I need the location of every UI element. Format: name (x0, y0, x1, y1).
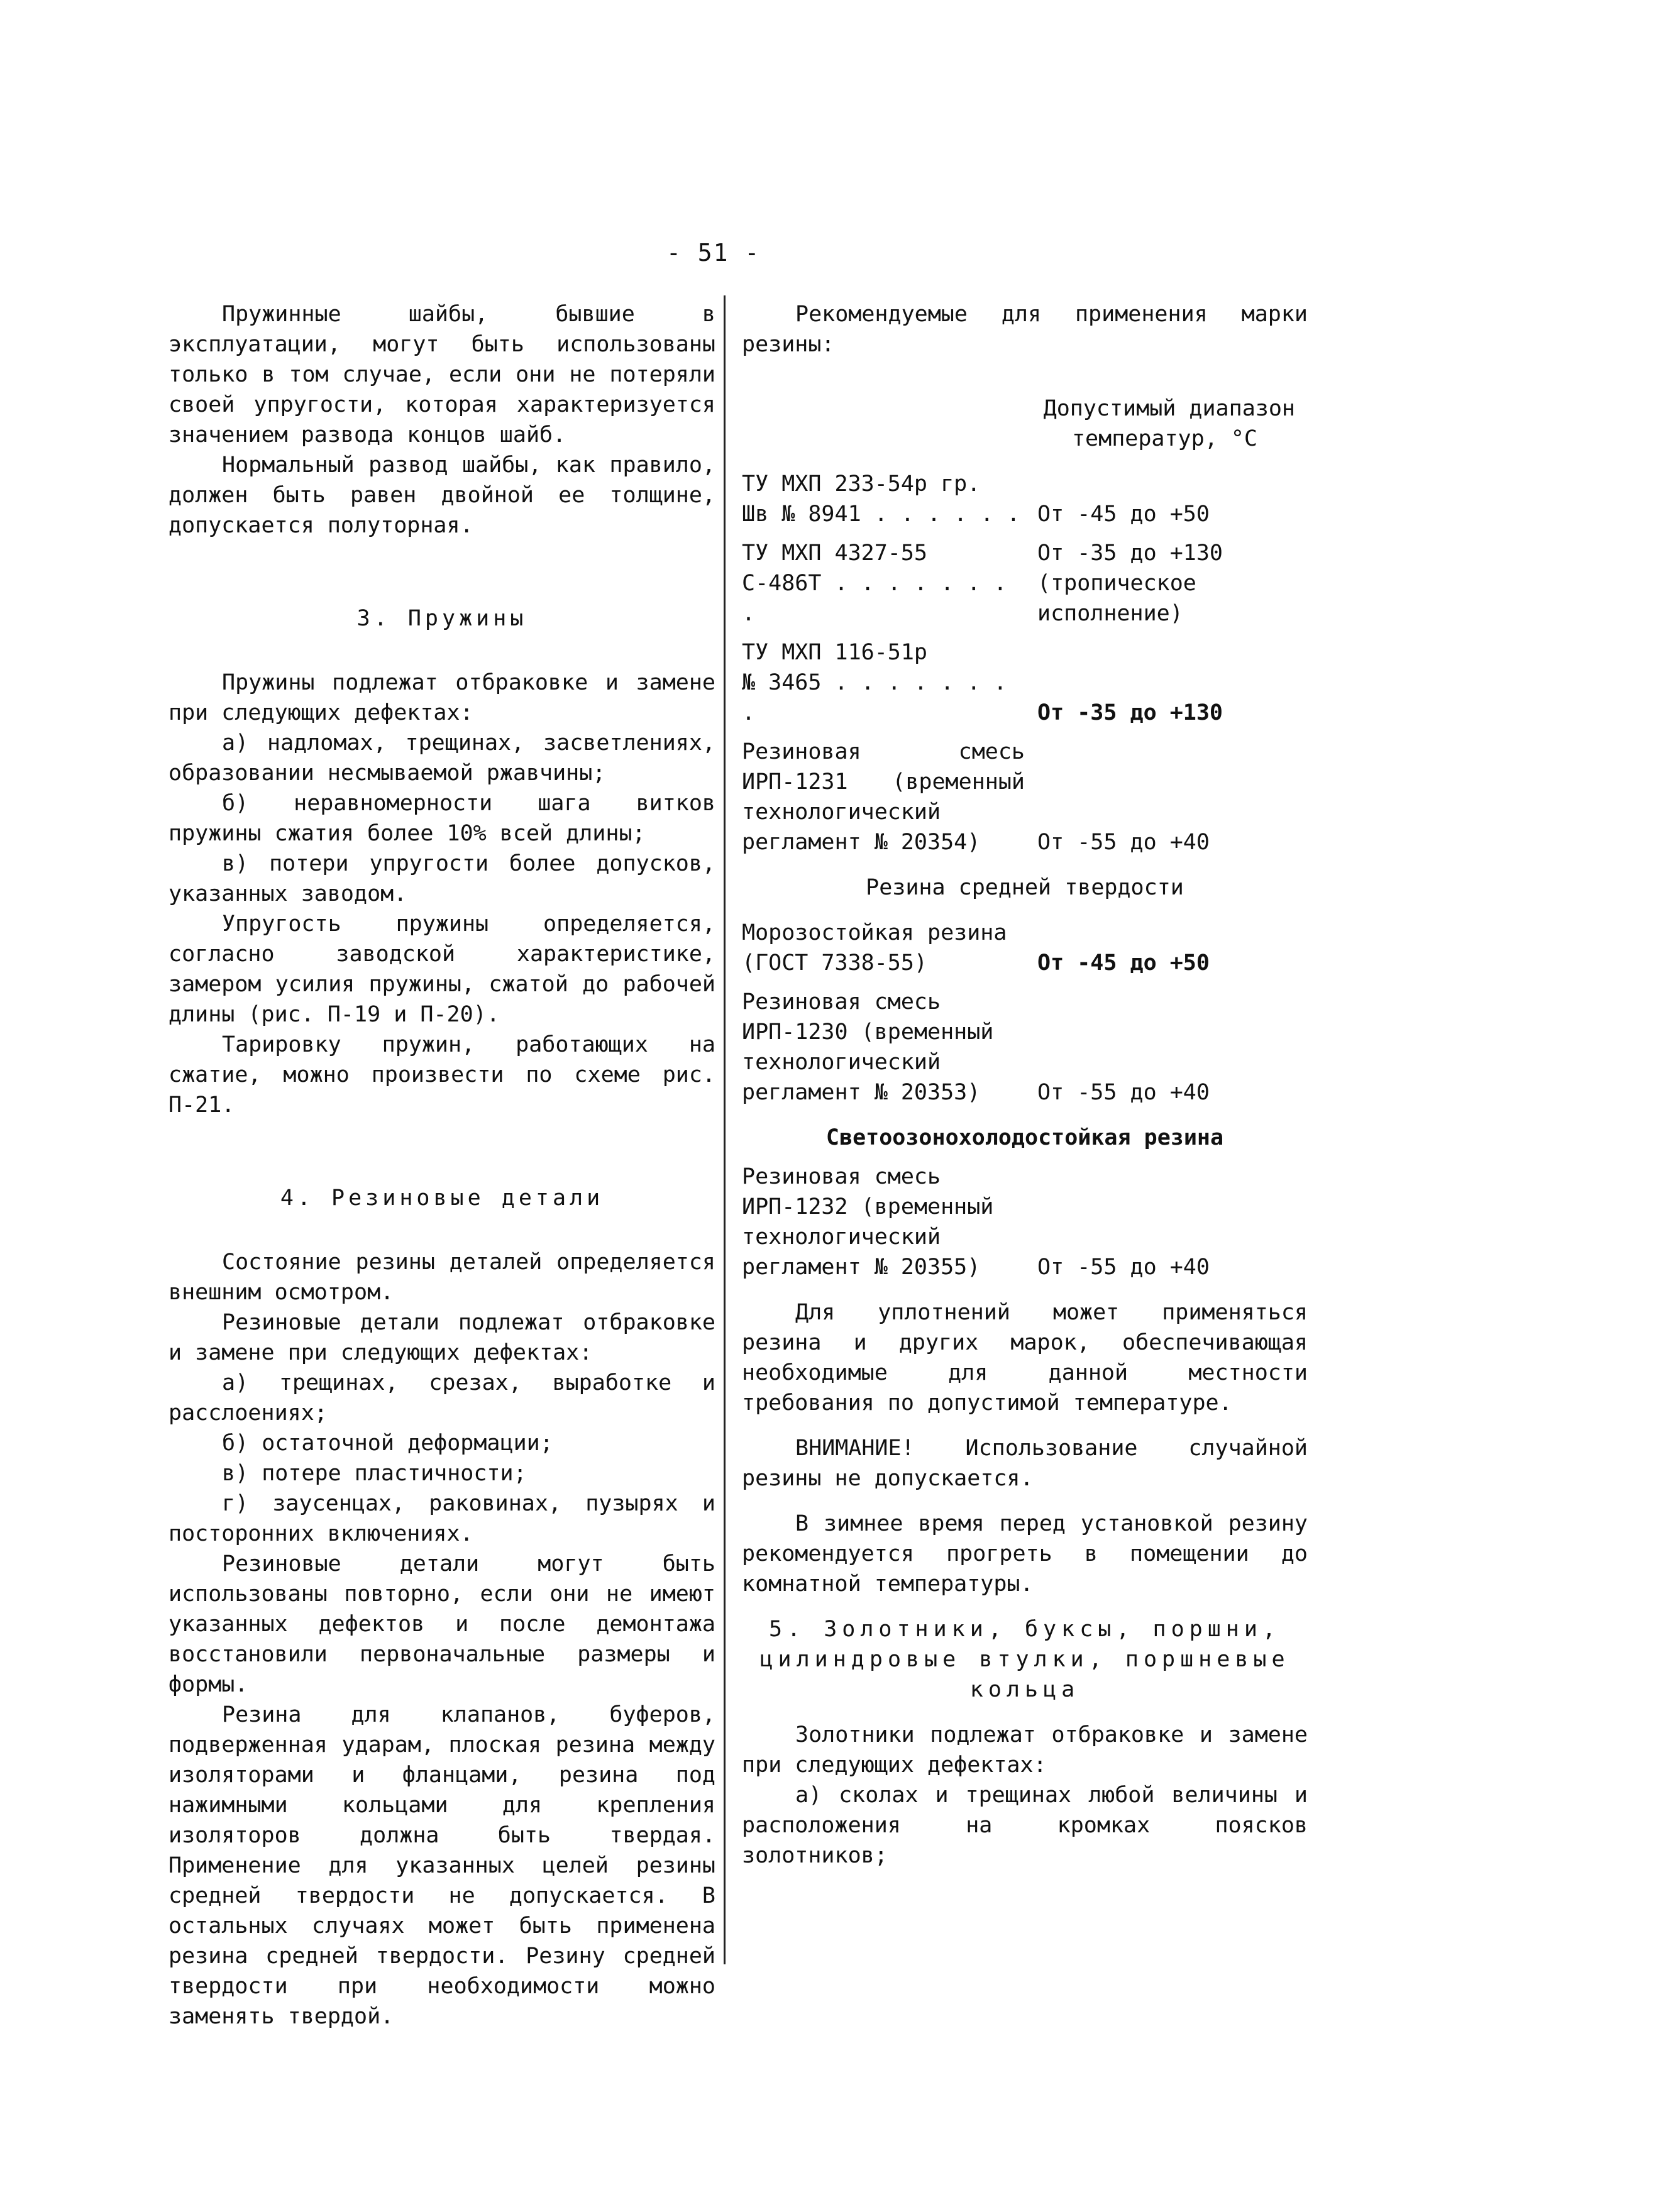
temperature-range: От -55 до +40 (1037, 830, 1210, 855)
page-number: - 51 - (666, 239, 761, 267)
left-column (168, 299, 715, 2032)
grade-name-cont: № 3465 . . . . . . . . (742, 670, 1007, 725)
grade-row (742, 1162, 1308, 1282)
grade-name: ТУ МХП 4327-55 (742, 541, 928, 566)
grade-name: Резиновая смесь ИРП-1230 (временный технологический регламент № 20353) (742, 989, 994, 1105)
paragraph-winter-warming: В зимнее время перед установкой резину рекомендуется прогреть в помещении до комнатной температуры. (742, 1511, 1308, 1597)
list-item-springs-a: а) надломах, трещинах, засветлениях, образовании несмываемой ржавчины; (168, 730, 715, 786)
section-title-spools: 5. Золотники, буксы, поршни, цилиндровые втулки, поршневые кольца (759, 1617, 1290, 1702)
list-item-rubber-a: а) трещинах, срезах, выработке и расслоениях; (168, 1370, 715, 1426)
list-item-springs-b: б) неравномерности шага витков пружины сжатия более 10% всей длины; (168, 791, 715, 846)
list-item-spools-a: а) сколах и трещинах любой величины и расположения на кромках поясков золотников; (742, 1783, 1308, 1868)
right-column (742, 299, 1308, 1871)
subheading-medium-hardness: Резина средней твердости (866, 875, 1184, 900)
temperature-header-line2: температур, °С (1071, 426, 1257, 451)
grade-name-cont: Шв № 8941 . . . . . . (742, 502, 1020, 527)
paragraph-rubber-state: Состояние резины деталей определяется внешним осмотром. (168, 1250, 715, 1305)
paragraph-recommended-grades: Рекомендуемые для применения марки резины: (742, 302, 1308, 357)
paragraph-washer-spread: Нормальный развод шайбы, как правило, должен быть равен двойной ее толщине, допускается полуторная. (168, 453, 715, 538)
grade-row (742, 637, 1308, 728)
grade-name: ТУ МХП 116-51р (742, 640, 928, 665)
grade-row (742, 918, 1308, 978)
column-divider (724, 295, 726, 1964)
warning-random-rubber: ВНИМАНИЕ! Использование случайной резины не допускается. (742, 1436, 1308, 1491)
list-item-springs-c: в) потери упругости более допусков, указанных заводом. (168, 851, 715, 906)
list-item-rubber-d: г) заусенцах, раковинах, пузырях и посторонних включениях. (168, 1491, 715, 1546)
grade-name-cont: С-486Т . . . . . . . . (742, 571, 1007, 626)
grade-name: ТУ МХП 233-54р гр. (742, 471, 981, 497)
paragraph-seals: Для уплотнений может применяться резина и других марок, обеспечивающая необходимые для данной местности требования по допустимой температуре. (742, 1300, 1308, 1416)
grade-name: Морозостойкая резина (ГОСТ 7338-55) (742, 920, 1007, 976)
temperature-header-line1: Допустимый диапазон (1043, 396, 1295, 421)
temperature-range: От -35 до +130 (1037, 700, 1223, 725)
temperature-range: От -55 до +40 (1037, 1255, 1210, 1280)
grade-row (742, 987, 1308, 1108)
list-item-rubber-b: б) остаточной деформации; (222, 1431, 553, 1456)
paragraph-springs-intro: Пружины подлежат отбраковке и замене при следующих дефектах: (168, 670, 715, 725)
list-item-rubber-c: в) потере пластичности; (222, 1461, 527, 1486)
temperature-range: От -35 до +130 (1037, 541, 1223, 566)
temperature-range: От -55 до +40 (1037, 1080, 1210, 1105)
paragraph-rubber-reuse: Резиновые детали могут быть использованы повторно, если они не имеют указанных дефектов и после демонтажа восстановили первоначальные размеры и формы. (168, 1551, 715, 1697)
temperature-range: От -45 до +50 (1037, 502, 1210, 527)
grade-row (742, 469, 1308, 529)
section-title-springs: 3. Пружины (356, 606, 527, 631)
paragraph-rubber-hardness: Резина для клапанов, буферов, подверженная ударам, плоская резина между изоляторами и фланцами, резина под нажимными кольцами для крепления изоляторов должна быть твердая. Применение для указанных целей резины средней твердости не допускается. В остальных случаях может быть применена резина средней твердости. Резину средней твердости при необходимости можно заменять твердой. (168, 1702, 715, 2029)
temperature-range: От -45 до +50 (1037, 950, 1210, 976)
paragraph-spools-intro: Золотники подлежат отбраковке и замене при следующих дефектах: (742, 1722, 1308, 1778)
paragraph-spring-calibration: Тарировку пружин, работающих на сжатие, можно произвести по схеме рис. П-21. (168, 1032, 715, 1118)
grade-row (742, 737, 1308, 857)
grade-row (742, 538, 1308, 629)
paragraph-rubber-defects: Резиновые детали подлежат отбраковке и замене при следующих дефектах: (168, 1310, 715, 1365)
subheading-ozone-resistant: Светоозонохолодостойкая резина (825, 1125, 1224, 1150)
paragraph-spring-washers: Пружинные шайбы, бывшие в эксплуатации, могут быть использованы только в том случае, если они не потеряли своей упругости, которая характеризуется значением развода концов шайб. (168, 302, 715, 448)
grade-name: Резиновая смесь ИРП-1231 (временный технологический регламент № 20354) (742, 739, 1025, 855)
grade-name: Резиновая смесь ИРП-1232 (временный технологический регламент № 20355) (742, 1164, 994, 1280)
temperature-note: (тропическое исполнение) (1037, 571, 1196, 626)
paragraph-spring-elasticity: Упругость пружины определяется, согласно заводской характеристике, замером усилия пружины, сжатой до рабочей длины (рис. П-19 и П-20). (168, 911, 715, 1027)
section-title-rubber: 4. Резиновые детали (280, 1186, 604, 1211)
